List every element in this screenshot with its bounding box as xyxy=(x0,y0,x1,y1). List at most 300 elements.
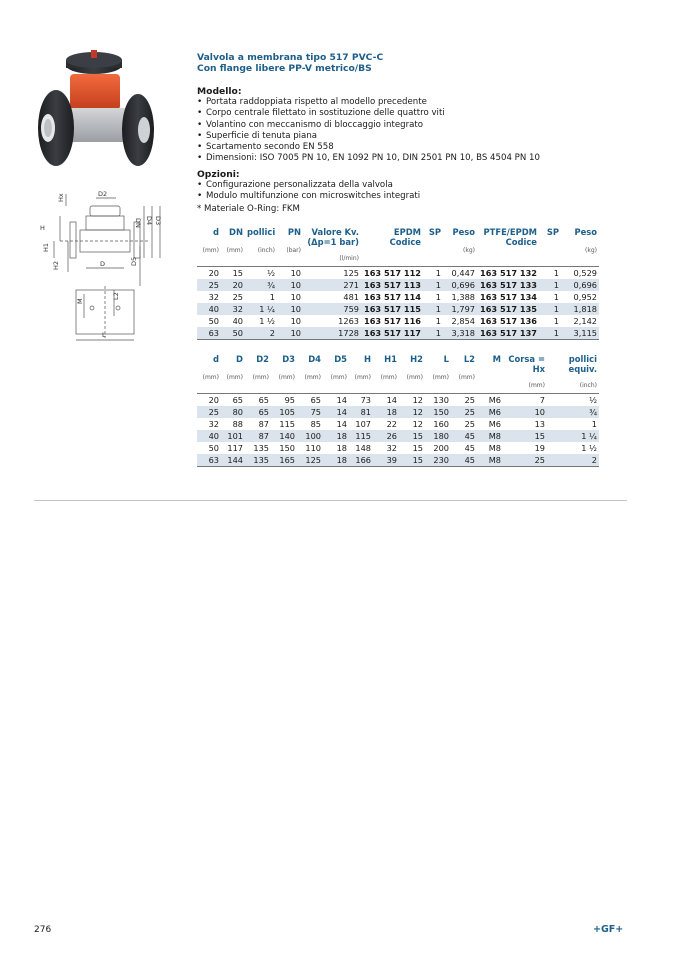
table-cell: 32 xyxy=(208,419,219,430)
valve-photo xyxy=(34,48,159,176)
table-row xyxy=(197,406,599,418)
column-header xyxy=(477,364,503,374)
column-header xyxy=(425,364,451,374)
table-row xyxy=(197,418,599,430)
table-cell: 150 xyxy=(279,443,295,454)
label-m: M xyxy=(76,298,84,304)
column-header xyxy=(477,382,503,394)
list-item: • Dimensioni: ISO 7005 PN 10, EN 1092 PN 10, DIN 2501 PN 10, BS 4504 PN 10 xyxy=(197,153,599,164)
product-title-line2: Con flange libere PP-V metrico/BS xyxy=(197,63,372,74)
table-cell: 20 xyxy=(221,279,245,291)
table-cell: 2,854 xyxy=(451,316,475,327)
table-cell: 45 xyxy=(451,454,477,467)
table-cell: 1263 xyxy=(338,316,359,327)
column-header: (bar) xyxy=(286,247,301,255)
column-header xyxy=(197,382,221,394)
table-cell: 117 xyxy=(227,443,243,454)
column-header: SP xyxy=(546,227,559,238)
list-item: • Corpo centrale filettato in sostituzione delle quattro viti xyxy=(197,108,599,119)
column-header xyxy=(423,255,443,267)
table-cell: 75 xyxy=(297,406,323,418)
column-header: H xyxy=(363,354,371,365)
table-cell: 1 xyxy=(423,303,443,315)
opzioni-list xyxy=(197,180,599,203)
modello-heading: Modello: xyxy=(197,86,242,97)
table-cell: 163 517 133 xyxy=(477,279,539,291)
column-header: (l/min) xyxy=(303,255,361,267)
table-cell: 18 xyxy=(323,454,349,467)
table-row xyxy=(197,279,599,291)
table-cell: 65 xyxy=(258,395,269,406)
table-cell: 163 517 137 xyxy=(477,327,539,340)
column-header: (kg) xyxy=(463,247,475,255)
table-cell: 144 xyxy=(221,454,245,467)
column-header: L2 xyxy=(463,354,475,365)
list-item: • Configurazione personalizzata della valvola xyxy=(197,180,599,191)
column-header: (Δp=1 bar) xyxy=(307,237,359,248)
label-l2: L2 xyxy=(112,292,120,300)
table-cell: 45 xyxy=(464,443,475,454)
table-cell: 125 xyxy=(297,454,323,467)
column-header: D xyxy=(236,354,243,365)
label-d4: D4 xyxy=(145,216,153,226)
table-cell: 1 xyxy=(423,279,443,291)
table-cell: 165 xyxy=(271,454,297,467)
list-item: • Portata raddoppiata rispetto al modello precedente xyxy=(197,97,599,108)
table-cell: 1 xyxy=(591,419,597,430)
column-header: (inch) xyxy=(547,382,599,394)
table-cell: 32 xyxy=(386,443,397,454)
column-header xyxy=(245,382,271,394)
table-cell: 25 xyxy=(464,395,475,406)
column-header xyxy=(361,247,423,255)
column-header: D4 xyxy=(308,354,321,365)
column-header: (mm) xyxy=(354,374,371,382)
table-cell: 0,696 xyxy=(561,279,599,291)
column-header: pollici xyxy=(247,227,276,238)
codes-table xyxy=(197,227,599,340)
table-cell: 3,115 xyxy=(561,327,599,340)
table-cell: 1 xyxy=(435,292,441,303)
table-cell: 135 xyxy=(253,443,269,454)
column-header xyxy=(221,237,245,247)
column-header: PTFE/EPDM xyxy=(483,227,537,238)
column-header: Peso xyxy=(574,227,597,238)
table-cell: 10 xyxy=(277,303,303,315)
table-cell: 2 xyxy=(245,327,277,340)
table-cell: 135 xyxy=(245,454,271,467)
table-cell: 0,696 xyxy=(443,279,477,291)
table-cell: 0,447 xyxy=(451,268,475,279)
table-cell: M6 xyxy=(488,419,501,430)
table-cell: 1,797 xyxy=(443,303,477,315)
table-cell: 65 xyxy=(232,395,243,406)
column-header xyxy=(477,374,503,382)
table-cell: 163 517 112 xyxy=(364,268,421,279)
table-cell: 88 xyxy=(232,419,243,430)
table-cell: 1 ½ xyxy=(259,316,275,327)
column-header: L xyxy=(443,354,449,365)
column-header xyxy=(323,382,349,394)
column-header: D5 xyxy=(334,354,347,365)
list-item: • Superficie di tenuta piana xyxy=(197,131,599,142)
column-header xyxy=(477,247,539,255)
label-dn: DN xyxy=(134,218,142,228)
table-cell: 163 517 117 xyxy=(361,327,423,340)
list-item: • Volantino con meccanismo di bloccaggio integrato xyxy=(197,120,599,131)
table-cell: 1 xyxy=(435,268,441,279)
table-cell: 12 xyxy=(399,406,425,418)
table-cell: M6 xyxy=(477,406,503,418)
table-cell: 166 xyxy=(349,454,373,467)
column-header xyxy=(303,247,361,255)
table-cell: 63 xyxy=(197,327,221,340)
table-cell: 73 xyxy=(360,395,371,406)
table-cell: 50 xyxy=(208,316,219,327)
table-row xyxy=(197,291,599,303)
label-d5: D5 xyxy=(130,256,138,266)
column-header xyxy=(221,364,245,374)
column-header: M xyxy=(492,354,501,365)
table-cell: 105 xyxy=(271,406,297,418)
table-cell: 40 xyxy=(197,303,221,315)
table-cell: 1,818 xyxy=(561,303,599,315)
table-cell: 18 xyxy=(323,430,349,442)
column-header xyxy=(245,237,277,247)
table-cell: 80 xyxy=(221,406,245,418)
table-cell: 50 xyxy=(208,443,219,454)
table-cell: 110 xyxy=(305,443,321,454)
column-header xyxy=(451,364,477,374)
table-cell: M8 xyxy=(477,430,503,442)
table-row xyxy=(197,394,599,407)
table-cell: 12 xyxy=(412,419,423,430)
column-header: pollici xyxy=(568,354,597,365)
column-header xyxy=(373,364,399,374)
label-h1: H1 xyxy=(42,242,50,252)
column-header xyxy=(539,255,561,267)
column-header: (mm) xyxy=(432,374,449,382)
column-header xyxy=(277,255,303,267)
table-cell: 163 517 116 xyxy=(364,316,421,327)
table-cell: 20 xyxy=(208,268,219,279)
table-cell: 18 xyxy=(373,406,399,418)
column-header xyxy=(221,382,245,394)
column-header xyxy=(423,247,443,255)
list-item: • Modulo multifunzione con microswitches integrati xyxy=(197,191,599,202)
table-cell: 32 xyxy=(221,303,245,315)
table-cell: 1 ½ xyxy=(581,443,597,454)
column-header xyxy=(561,255,599,267)
table-row xyxy=(197,454,599,467)
table-cell: 115 xyxy=(349,430,373,442)
table-cell: ¾ xyxy=(547,406,599,418)
table-cell: 10 xyxy=(290,268,301,279)
product-title-line1: Valvola a membrana tipo 517 PVC-C xyxy=(197,52,384,63)
header-row xyxy=(197,382,599,394)
column-header: Codice xyxy=(505,237,537,248)
table-cell: ½ xyxy=(589,395,597,406)
column-header: (mm) xyxy=(252,374,269,382)
table-cell: 115 xyxy=(279,419,295,430)
table-cell: 20 xyxy=(208,395,219,406)
table-cell: 26 xyxy=(373,430,399,442)
product-title xyxy=(197,52,599,74)
table-cell: 163 517 115 xyxy=(361,303,423,315)
column-header: (mm) xyxy=(503,382,547,394)
column-header xyxy=(197,255,221,267)
table-cell: 271 xyxy=(303,279,361,291)
table-cell: 148 xyxy=(355,443,371,454)
table-cell: 18 xyxy=(336,443,347,454)
column-header xyxy=(443,255,477,267)
table-cell: 25 xyxy=(197,406,221,418)
section-divider xyxy=(34,500,627,501)
table-cell: 100 xyxy=(297,430,323,442)
column-header xyxy=(349,364,373,374)
column-header: (mm) xyxy=(226,374,243,382)
column-header: (mm) xyxy=(380,374,397,382)
column-header: (mm) xyxy=(458,374,475,382)
header-row xyxy=(197,237,599,247)
table-cell: 63 xyxy=(197,454,221,467)
table-cell: 1 xyxy=(435,316,441,327)
table-cell: 1 ¼ xyxy=(547,430,599,442)
label-d: D xyxy=(100,260,106,268)
column-header: Valore Kv. xyxy=(311,227,359,238)
column-header: Codice xyxy=(389,237,421,248)
table-cell: 12 xyxy=(412,395,423,406)
table-cell: 25 xyxy=(464,419,475,430)
header-row xyxy=(197,227,599,237)
dimension-drawing xyxy=(40,186,170,344)
column-header xyxy=(561,237,599,247)
table-cell: 1 xyxy=(539,303,561,315)
table-cell: 14 xyxy=(386,395,397,406)
column-header xyxy=(271,364,297,374)
label-d2: D2 xyxy=(98,190,108,198)
table-cell: 160 xyxy=(433,419,449,430)
table-cell: 15 xyxy=(399,430,425,442)
table-cell: 87 xyxy=(245,430,271,442)
column-header xyxy=(443,237,477,247)
label-h2: H2 xyxy=(52,260,60,270)
column-header: equiv. xyxy=(568,364,597,375)
table-cell: 15 xyxy=(399,454,425,467)
table-cell: 7 xyxy=(539,395,545,406)
table-cell: 130 xyxy=(433,395,449,406)
table-cell: 65 xyxy=(245,406,271,418)
table-cell: 2,142 xyxy=(573,316,597,327)
column-header xyxy=(197,237,221,247)
table-cell: 1 xyxy=(553,268,559,279)
brand-logo: +GF+ xyxy=(593,924,624,935)
column-header xyxy=(451,382,477,394)
opzioni-heading: Opzioni: xyxy=(197,168,240,180)
table-cell: 25 xyxy=(503,454,547,467)
column-header xyxy=(399,364,425,374)
table-cell: 15 xyxy=(503,430,547,442)
column-header: Peso xyxy=(452,227,475,238)
table-cell: M8 xyxy=(488,443,501,454)
table-cell: 107 xyxy=(355,419,371,430)
table-cell: 25 xyxy=(197,279,221,291)
column-header xyxy=(297,382,323,394)
table-cell: 65 xyxy=(310,395,321,406)
table-cell: 40 xyxy=(197,430,221,442)
header-row xyxy=(197,255,599,267)
table-cell: 10 xyxy=(277,327,303,340)
table-cell: 180 xyxy=(425,430,451,442)
table-cell: 81 xyxy=(349,406,373,418)
table-cell: 1 xyxy=(423,327,443,340)
column-header: (mm) xyxy=(406,374,423,382)
header-row xyxy=(197,247,599,255)
header-row xyxy=(197,374,599,382)
table-cell: 1 xyxy=(539,279,561,291)
table-cell: 150 xyxy=(425,406,451,418)
column-header: (kg) xyxy=(585,247,597,255)
column-header xyxy=(539,247,561,255)
table-cell: 125 xyxy=(343,268,359,279)
table-cell: 481 xyxy=(343,292,359,303)
column-header xyxy=(477,255,539,267)
column-header xyxy=(277,237,303,247)
table-cell: 14 xyxy=(336,395,347,406)
column-header xyxy=(425,382,451,394)
column-header: D3 xyxy=(282,354,295,365)
column-header xyxy=(547,374,599,382)
column-header xyxy=(245,364,271,374)
table-cell: 50 xyxy=(221,327,245,340)
product-content xyxy=(197,52,599,467)
table-cell: 15 xyxy=(412,443,423,454)
column-header: SP xyxy=(428,227,441,238)
column-header: DN xyxy=(229,227,243,238)
table-cell: 85 xyxy=(310,419,321,430)
column-header xyxy=(373,382,399,394)
table-cell: 163 517 113 xyxy=(361,279,423,291)
column-header: D2 xyxy=(256,354,269,365)
column-header: (mm) xyxy=(278,374,295,382)
table-cell: 759 xyxy=(303,303,361,315)
column-header: d xyxy=(213,227,219,238)
table-cell: 25 xyxy=(232,292,243,303)
table-cell: 32 xyxy=(208,292,219,303)
table-cell: 15 xyxy=(232,268,243,279)
table-cell: 1728 xyxy=(303,327,361,340)
table-row xyxy=(197,442,599,454)
table-cell: 10 xyxy=(290,292,301,303)
table-cell: 163 517 134 xyxy=(480,292,537,303)
column-header: (mm) xyxy=(330,374,347,382)
column-header: (inch) xyxy=(257,247,275,255)
table-cell: 163 517 132 xyxy=(480,268,537,279)
list-item: • Scartamento secondo EN 558 xyxy=(197,142,599,153)
table-cell: 1 ¼ xyxy=(245,303,277,315)
table-cell: 0,529 xyxy=(573,268,597,279)
column-header: d xyxy=(213,354,219,365)
column-header xyxy=(197,364,221,374)
table-row xyxy=(197,303,599,315)
table-cell: 163 517 136 xyxy=(480,316,537,327)
label-l: L xyxy=(102,331,106,339)
table-cell: 14 xyxy=(323,406,349,418)
column-header: Corsa = xyxy=(508,354,545,365)
label-hx: Hx xyxy=(57,193,65,202)
table-row xyxy=(197,315,599,327)
column-header: H2 xyxy=(410,354,423,365)
table-cell: 230 xyxy=(425,454,451,467)
table-row xyxy=(197,267,599,280)
column-header xyxy=(539,237,561,247)
table-cell: 1 xyxy=(553,316,559,327)
table-cell: ¾ xyxy=(245,279,277,291)
column-header xyxy=(245,255,277,267)
table-cell: 2 xyxy=(547,454,599,467)
column-header: PN xyxy=(287,227,301,238)
table-cell: 10 xyxy=(290,316,301,327)
table-cell: 200 xyxy=(433,443,449,454)
modello-list xyxy=(197,97,599,165)
table-cell: 1 xyxy=(269,292,275,303)
table-row xyxy=(197,430,599,442)
table-cell: 22 xyxy=(386,419,397,430)
label-d3: D3 xyxy=(154,216,162,226)
table-cell: 140 xyxy=(271,430,297,442)
table-cell: 19 xyxy=(534,443,545,454)
column-header: Hx xyxy=(532,364,545,375)
table-cell: 10 xyxy=(277,279,303,291)
table-cell: 1,388 xyxy=(451,292,475,303)
column-header: (mm) xyxy=(226,247,243,255)
table-cell: 45 xyxy=(451,430,477,442)
table-cell: 10 xyxy=(503,406,547,418)
table-cell: 3,318 xyxy=(443,327,477,340)
column-header: (mm) xyxy=(304,374,321,382)
table-cell: ½ xyxy=(267,268,275,279)
table-cell: 1 xyxy=(553,292,559,303)
header-row xyxy=(197,354,599,364)
table-cell: 39 xyxy=(373,454,399,467)
table-cell: 40 xyxy=(232,316,243,327)
column-header xyxy=(349,382,373,394)
table-cell: 1 xyxy=(539,327,561,340)
table-cell: 0,952 xyxy=(573,292,597,303)
column-header xyxy=(323,364,349,374)
column-header: H1 xyxy=(384,354,397,365)
table-cell: 13 xyxy=(534,419,545,430)
column-header xyxy=(221,255,245,267)
column-header xyxy=(271,382,297,394)
label-h: H xyxy=(40,224,45,232)
column-header: (mm) xyxy=(202,247,219,255)
table-cell: M6 xyxy=(488,395,501,406)
table-cell: 87 xyxy=(258,419,269,430)
header-row xyxy=(197,364,599,374)
table-cell: 95 xyxy=(284,395,295,406)
dimensions-table xyxy=(197,354,599,467)
column-header xyxy=(361,255,423,267)
table-cell: 163 517 114 xyxy=(364,292,421,303)
table-cell: 163 517 135 xyxy=(477,303,539,315)
table-cell: 25 xyxy=(451,406,477,418)
column-header xyxy=(399,382,425,394)
column-header xyxy=(297,364,323,374)
table-row xyxy=(197,327,599,340)
page-number: 276 xyxy=(34,925,52,935)
material-note: * Materiale O-Ring: FKM xyxy=(197,204,300,215)
